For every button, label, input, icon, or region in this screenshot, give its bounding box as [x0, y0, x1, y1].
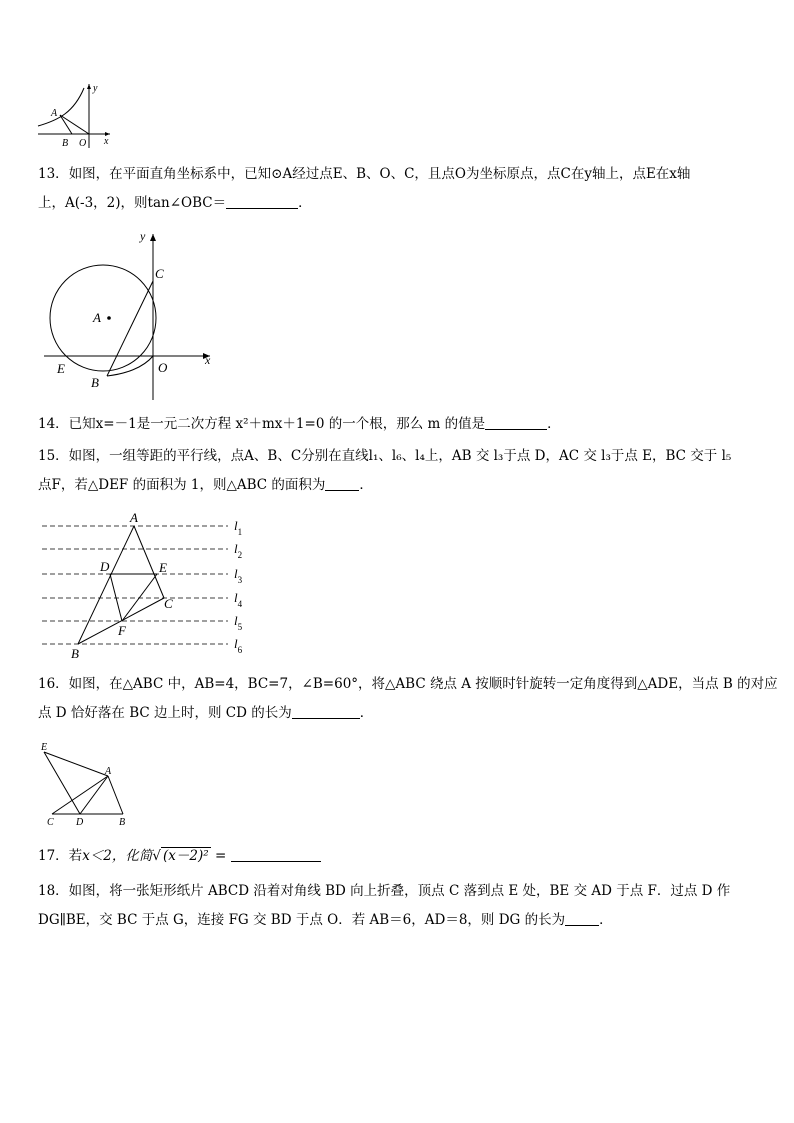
- figure-q15: [38, 510, 258, 660]
- answer-blank-14[interactable]: [485, 415, 547, 430]
- fig15-line-l4-sub: 4: [237, 599, 243, 609]
- fig13-point-b: B: [91, 375, 99, 390]
- fig16-point-b: B: [119, 817, 126, 828]
- fig12-point-a: A: [51, 108, 58, 119]
- fig15-line-l6-sub: 6: [237, 645, 243, 655]
- fig12-point-b: B: [62, 138, 69, 149]
- answer-blank-15[interactable]: [325, 476, 359, 491]
- svg-text:l5: [234, 613, 243, 632]
- fig16-point-d: D: [76, 817, 84, 828]
- q15-line1: 15．如图，一组等距的平行线，点A、B、C分别在直线l₁、l₆、l₄上，AB 交 l₃于点 D，AC 交 l₃于点 E，BC 交于 l₅: [38, 448, 732, 464]
- fig15-line-l1-sub: 1: [237, 527, 243, 537]
- svg-text:l4: [234, 590, 243, 609]
- fig15-point-b: B: [71, 646, 79, 661]
- answer-blank-17[interactable]: [231, 847, 321, 862]
- fig15-point-f: F: [118, 623, 126, 638]
- fig15-line-l5-sub: 5: [237, 622, 243, 632]
- answer-blank-13[interactable]: [226, 194, 298, 209]
- question-18: [38, 877, 730, 935]
- q18-line2: DG∥BE，交 BC 于点 G，连接 FG 交 BD 于点 O．若 AB＝6，AD＝8，则 DG 的长为 ．: [38, 912, 613, 928]
- fig13-point-o: O: [158, 360, 168, 375]
- fig13-point-a: A: [93, 310, 101, 325]
- q18-line1: 18．如图，将一张矩形纸片 ABCD 沿着对角线 BD 向上折叠，顶点 C 落到点 E 处，BE 交 AD 于点 F．过点 D 作: [38, 883, 731, 899]
- figure-q12: [34, 82, 114, 152]
- q16-line1: 16．如图，在△ABC 中，AB=4，BC=7，∠B=60°，将△ABC 绕点 A 按顺时针旋转一定角度得到△ADE，当点 B 的对应: [38, 676, 778, 692]
- q13-line1: 13．如图，在平面直角坐标系中，已知⊙A经过点E、B、O、C，且点O为坐标原点，点C在y轴上，点E在x轴: [38, 166, 691, 182]
- fig15-line-l2: l: [234, 541, 238, 556]
- fig13-x-label: x: [205, 353, 211, 367]
- question-17: 17．若x＜2，化简√ (x－2)² =: [38, 842, 321, 871]
- question-14: 14．已知x=－1是一元二次方程 x²＋mx＋1=0 的一个根，那么 m 的值是 ．: [38, 416, 561, 432]
- q17-condition: x＜2，化简: [82, 848, 153, 864]
- answer-blank-18[interactable]: [565, 911, 599, 926]
- fig15-point-c: C: [164, 596, 173, 611]
- q13-line2: 上，A(-3，2)，则tan∠OBC＝ ．: [38, 195, 312, 211]
- fig15-line-l1: l: [234, 518, 238, 533]
- question-13: [38, 160, 690, 218]
- fig12-x-label: x: [104, 136, 109, 147]
- fig15-point-e: E: [159, 560, 167, 575]
- svg-text:l6: [234, 636, 243, 655]
- figure-q16: [38, 738, 138, 828]
- fig13-point-e: E: [57, 361, 65, 376]
- radical-sign: √: [152, 848, 161, 864]
- fig13-y-label: y: [140, 229, 146, 243]
- fig13-point-c: C: [155, 266, 164, 281]
- fig15-point-d: D: [100, 559, 110, 574]
- fig16-point-e: E: [41, 742, 48, 753]
- q17-radicand: (x－2)²: [163, 848, 209, 864]
- question-15: [38, 442, 731, 500]
- fig15-line-l3: l: [234, 566, 238, 581]
- fig12-point-o: O: [79, 138, 87, 149]
- fig15-line-l2-sub: 2: [237, 550, 243, 560]
- fig15-line-l3-sub: 3: [237, 575, 243, 585]
- svg-text:l3: [234, 566, 243, 585]
- answer-blank-16[interactable]: [292, 704, 360, 719]
- fig15-line-l6: l: [234, 636, 238, 651]
- question-16: [38, 670, 778, 728]
- fig16-point-c: C: [47, 817, 54, 828]
- q16-line2: 点 D 恰好落在 BC 边上时，则 CD 的长为 ．: [38, 705, 374, 721]
- fig15-point-a: A: [130, 510, 138, 525]
- figure-q13: [40, 228, 220, 406]
- fig15-line-l5: l: [234, 613, 238, 628]
- svg-text:l1: [234, 518, 242, 537]
- fig16-point-a: A: [105, 766, 112, 777]
- fig15-line-l4: l: [234, 590, 238, 605]
- fig12-y-label: y: [93, 83, 98, 94]
- svg-text:l2: [234, 541, 242, 560]
- q15-line2: 点F，若△DEF 的面积为 1，则△ABC 的面积为 ．: [38, 477, 373, 493]
